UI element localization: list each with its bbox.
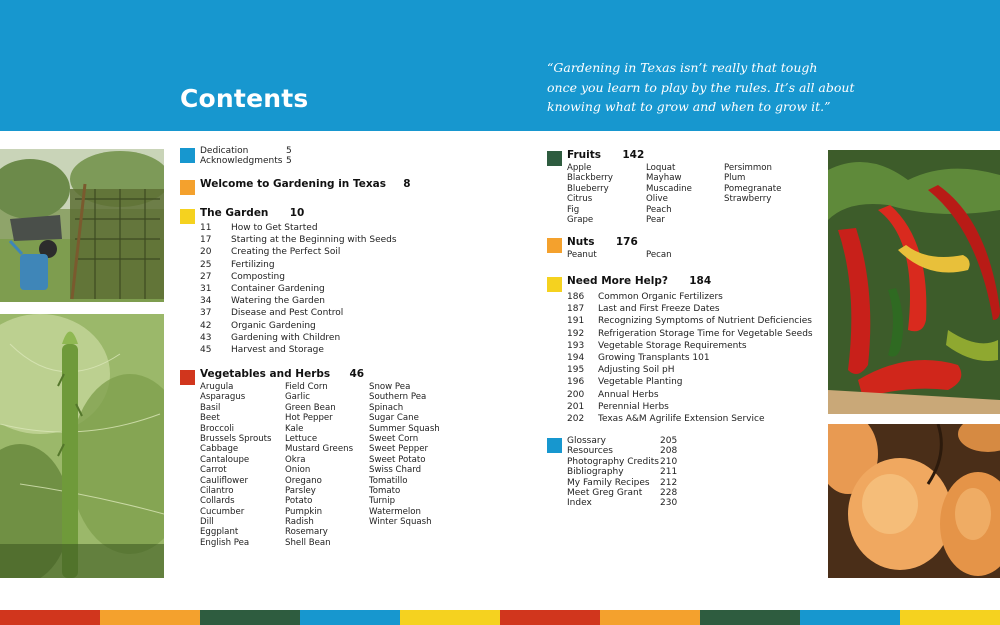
page-number: 187 (567, 304, 585, 315)
list-item[interactable]: Peanut (567, 250, 597, 260)
list-item[interactable]: Shell Bean (285, 537, 331, 548)
help-list (567, 291, 813, 425)
entry-label: Refrigeration Storage Time for Vegetable Seeds (598, 328, 813, 339)
entry-label: Growing Transplants 101 (598, 353, 710, 364)
section-page: 46 (349, 368, 365, 380)
bar-segment (400, 610, 500, 625)
page-number: 43 (200, 332, 212, 343)
page-number: 11 (200, 223, 212, 233)
page-number: 196 (567, 377, 585, 388)
toc-entry[interactable] (567, 413, 813, 425)
toc-entry[interactable]: Index (567, 498, 592, 509)
blue-square-marker (180, 148, 195, 163)
peppers-photo (828, 150, 1000, 414)
page-number: 27 (200, 271, 212, 282)
bottom-color-bar (0, 610, 1000, 625)
section-vegetables[interactable] (200, 368, 364, 380)
fruits-col-3 (724, 163, 781, 205)
list-item[interactable]: Apple (567, 163, 592, 173)
garden-list (200, 222, 397, 356)
list-item[interactable]: Tomatillo (369, 475, 408, 486)
bar-segment (700, 610, 800, 625)
toc-entry[interactable] (200, 295, 397, 307)
toc-entry[interactable] (567, 303, 813, 315)
list-item[interactable]: Dill (200, 517, 214, 528)
page-number: 212 (660, 477, 678, 488)
toc-entry[interactable] (567, 352, 813, 364)
bar-segment (200, 610, 300, 625)
toc-entry[interactable]: Photography Credits (567, 456, 659, 467)
list-item[interactable]: Citrus (567, 194, 593, 205)
list-item[interactable]: Winter Squash (369, 517, 432, 528)
persimmon-photo (828, 424, 1000, 578)
page-number: 228 (660, 488, 678, 499)
list-item[interactable]: Rosemary (285, 527, 328, 538)
toc-entry[interactable] (200, 332, 397, 344)
toc-entry[interactable]: Resources (567, 446, 613, 457)
list-item[interactable]: Beet (200, 413, 220, 424)
toc-entry[interactable] (200, 246, 397, 258)
list-item[interactable]: Oregano (285, 475, 322, 486)
toc-entry[interactable] (200, 234, 397, 246)
toc-entry[interactable] (200, 307, 397, 319)
page-number: 194 (567, 353, 585, 364)
quote-line: once you learn to play by the rules. It’s all about (547, 79, 855, 95)
list-item[interactable]: English Pea (200, 537, 250, 548)
list-item[interactable]: Pecan (646, 250, 672, 260)
list-item[interactable]: Tomato (369, 485, 401, 496)
page-number: 230 (660, 498, 678, 509)
entry-label: Vegetable Planting (598, 377, 683, 388)
list-item[interactable]: Olive (646, 194, 668, 205)
page-number: 20 (200, 247, 212, 258)
section-title: Need More Help? (567, 275, 668, 287)
toc-entry[interactable] (567, 401, 813, 413)
page-number: 202 (567, 414, 585, 425)
quote-line: knowing what to grow and when to grow it.” (547, 99, 831, 114)
entry-label: Composting (231, 271, 285, 282)
entry-label: Vegetable Storage Requirements (598, 340, 747, 351)
toc-entry[interactable] (567, 340, 813, 352)
page-number: 31 (200, 284, 212, 295)
list-item[interactable]: Mayhaw (646, 173, 682, 184)
section-welcome[interactable] (200, 178, 411, 190)
page-number: 200 (567, 389, 585, 400)
pull-quote (547, 58, 855, 117)
page-number: 186 (567, 292, 585, 302)
bar-segment (600, 610, 700, 625)
list-item[interactable]: Swiss Chard (369, 465, 422, 476)
list-item[interactable]: Snow Pea (369, 382, 411, 392)
list-item[interactable]: Broccoli (200, 423, 234, 434)
header-band (0, 0, 1000, 131)
page-number: 195 (567, 365, 585, 376)
list-item[interactable]: Hot Pepper (285, 413, 333, 424)
list-item[interactable]: Loquat (646, 163, 676, 173)
list-item[interactable]: Cucumber (200, 506, 245, 517)
list-item[interactable]: Carrot (200, 465, 227, 476)
page-number: 205 (660, 436, 678, 446)
page-number: 37 (200, 308, 212, 319)
entry-label: Perennial Herbs (598, 401, 669, 412)
list-item[interactable]: Blueberry (567, 183, 609, 194)
entry-label: Gardening with Children (231, 332, 341, 343)
list-item[interactable]: Brussels Sprouts (200, 433, 272, 444)
page-number: 5 (286, 156, 292, 167)
entry-label: Recognizing Symptoms of Nutrient Deficiencies (598, 316, 812, 327)
list-item[interactable]: Radish (285, 517, 314, 528)
page-number: 193 (567, 340, 585, 351)
section-page: 176 (615, 236, 638, 248)
page-number: 42 (200, 320, 212, 331)
back-matter-labels (567, 436, 659, 509)
bar-segment (100, 610, 200, 625)
list-item[interactable]: Watermelon (369, 506, 422, 517)
page-title: Contents (180, 84, 309, 113)
list-item[interactable]: Garlic (285, 392, 310, 403)
list-item[interactable]: Kale (285, 423, 304, 434)
list-item[interactable]: Blackberry (567, 173, 613, 184)
green-square-marker (547, 151, 562, 166)
section-page: 10 (289, 207, 305, 219)
yellow-square-marker (180, 209, 195, 224)
page-number: 210 (660, 456, 678, 467)
toc-entry[interactable] (200, 344, 397, 356)
section-page: 8 (403, 178, 411, 190)
quote-line: “Gardening in Texas isn’t really that tough (547, 60, 818, 75)
list-item[interactable]: Arugula (200, 382, 234, 392)
entry-label: Adjusting Soil pH (598, 365, 675, 376)
section-title: The Garden (200, 207, 269, 219)
garden-wheelbarrow-photo (0, 149, 164, 302)
back-matter-pages (660, 436, 677, 509)
list-item[interactable]: Pear (646, 214, 665, 225)
list-item[interactable]: Asparagus (200, 392, 246, 403)
list-item[interactable]: Peach (646, 204, 672, 215)
bar-segment (900, 610, 1000, 625)
front-matter-labels (200, 146, 282, 167)
list-item[interactable]: Parsley (285, 485, 316, 496)
front-matter-pages (286, 146, 292, 167)
list-item[interactable]: Summer Squash (369, 423, 440, 434)
page-number: 5 (286, 146, 292, 156)
entry-label: Creating the Perfect Soil (231, 247, 341, 258)
vegetables-col-3 (369, 382, 440, 527)
list-item[interactable]: Strawberry (724, 194, 772, 205)
page-number: 45 (200, 345, 212, 356)
toc-entry[interactable] (200, 283, 397, 295)
toc-entry[interactable] (567, 376, 813, 388)
fruits-col-2 (646, 163, 692, 225)
toc-entry[interactable]: Meet Greg Grant (567, 488, 643, 499)
entry-label: Texas A&M Agrilife Extension Service (598, 414, 765, 425)
list-item[interactable]: Green Bean (285, 402, 336, 413)
orange-square-marker (547, 238, 562, 253)
toc-entry[interactable] (200, 222, 397, 234)
section-page: 142 (622, 149, 645, 161)
entry-label: Common Organic Fertilizers (598, 292, 723, 302)
asparagus-photo (0, 314, 164, 578)
list-item[interactable]: Cantaloupe (200, 454, 250, 465)
entry-label: Organic Gardening (231, 320, 316, 331)
list-item[interactable]: Plum (724, 173, 746, 184)
entry-label: Watering the Garden (231, 296, 325, 307)
list-item[interactable]: Muscadine (646, 183, 692, 194)
list-item[interactable]: Field Corn (285, 382, 328, 392)
yellow-square-marker (547, 277, 562, 292)
bar-segment (500, 610, 600, 625)
toc-entry[interactable]: Acknowledgments (200, 156, 283, 167)
page-number: 25 (200, 259, 212, 270)
toc-entry[interactable] (567, 364, 813, 376)
page-number: 192 (567, 328, 585, 339)
entry-label: Fertilizing (231, 259, 275, 270)
page-number: 34 (200, 296, 212, 307)
toc-entry[interactable]: Bibliography (567, 467, 624, 478)
list-item[interactable]: Persimmon (724, 163, 773, 173)
bar-segment (0, 610, 100, 625)
list-item[interactable]: Southern Pea (369, 392, 427, 403)
list-item[interactable]: Fig (567, 204, 580, 215)
list-item[interactable]: Mustard Greens (285, 444, 354, 455)
list-item[interactable]: Turnip (369, 496, 396, 507)
list-item[interactable]: Okra (285, 454, 306, 465)
list-item[interactable]: Pumpkin (285, 506, 323, 517)
list-item[interactable]: Lettuce (285, 433, 318, 444)
toc-entry[interactable] (200, 320, 397, 332)
vegetables-col-1 (200, 382, 272, 548)
entry-label: Disease and Pest Control (231, 308, 344, 319)
list-item[interactable]: Sweet Pepper (369, 444, 429, 455)
page-number: 208 (660, 446, 678, 457)
vegetables-col-2 (285, 382, 353, 548)
list-item[interactable]: Potato (285, 496, 313, 507)
list-item[interactable]: Pomegranate (724, 183, 782, 194)
toc-entry[interactable] (567, 389, 813, 401)
list-item[interactable]: Sugar Cane (369, 413, 419, 424)
nuts-col-2 (646, 250, 672, 260)
list-item[interactable]: Basil (200, 402, 221, 413)
section-title: Fruits (567, 149, 602, 161)
orange-square-marker (180, 180, 195, 195)
list-item[interactable]: Grape (567, 214, 594, 225)
entry-label: Starting at the Beginning with Seeds (231, 235, 397, 246)
section-fruits[interactable] (567, 149, 644, 161)
toc-entry[interactable] (200, 271, 397, 283)
toc-entry[interactable] (200, 259, 397, 271)
section-garden[interactable] (200, 207, 304, 219)
list-item[interactable]: Sweet Potato (369, 454, 426, 465)
list-item[interactable]: Collards (200, 496, 235, 507)
page-number: 191 (567, 316, 585, 327)
section-title: Welcome to Gardening in Texas (200, 178, 386, 190)
entry-label: How to Get Started (231, 223, 318, 233)
list-item[interactable]: Eggplant (200, 527, 239, 538)
entry-label: Last and First Freeze Dates (598, 304, 720, 315)
blue-square-marker (547, 438, 562, 453)
section-nuts[interactable] (567, 236, 638, 248)
list-item[interactable]: Spinach (369, 402, 404, 413)
bar-segment (300, 610, 400, 625)
entry-label: Container Gardening (231, 284, 325, 295)
toc-entry[interactable] (567, 328, 813, 340)
page-number: 211 (660, 467, 678, 478)
list-item[interactable]: Cilantro (200, 485, 234, 496)
list-item[interactable]: Onion (285, 465, 311, 476)
toc-entry[interactable]: Dedication (200, 146, 249, 156)
nuts-col-1 (567, 250, 597, 260)
toc-entry[interactable]: Glossary (567, 436, 606, 446)
section-title: Nuts (567, 236, 595, 248)
entry-label: Harvest and Storage (231, 345, 324, 356)
list-item[interactable]: Cauliflower (200, 475, 249, 486)
toc-entry[interactable] (567, 315, 813, 327)
section-title: Vegetables and Herbs (200, 368, 331, 380)
fruits-col-1 (567, 163, 613, 225)
toc-entry[interactable] (567, 291, 813, 303)
page-number: 201 (567, 401, 585, 412)
entry-label: Annual Herbs (598, 389, 659, 400)
red-square-marker (180, 370, 195, 385)
bar-segment (800, 610, 900, 625)
section-page: 184 (689, 275, 712, 287)
section-help[interactable] (567, 275, 711, 287)
toc-entry[interactable]: My Family Recipes (567, 477, 650, 488)
list-item[interactable]: Sweet Corn (369, 433, 419, 444)
list-item[interactable]: Cabbage (200, 444, 239, 455)
page-number: 17 (200, 235, 212, 246)
